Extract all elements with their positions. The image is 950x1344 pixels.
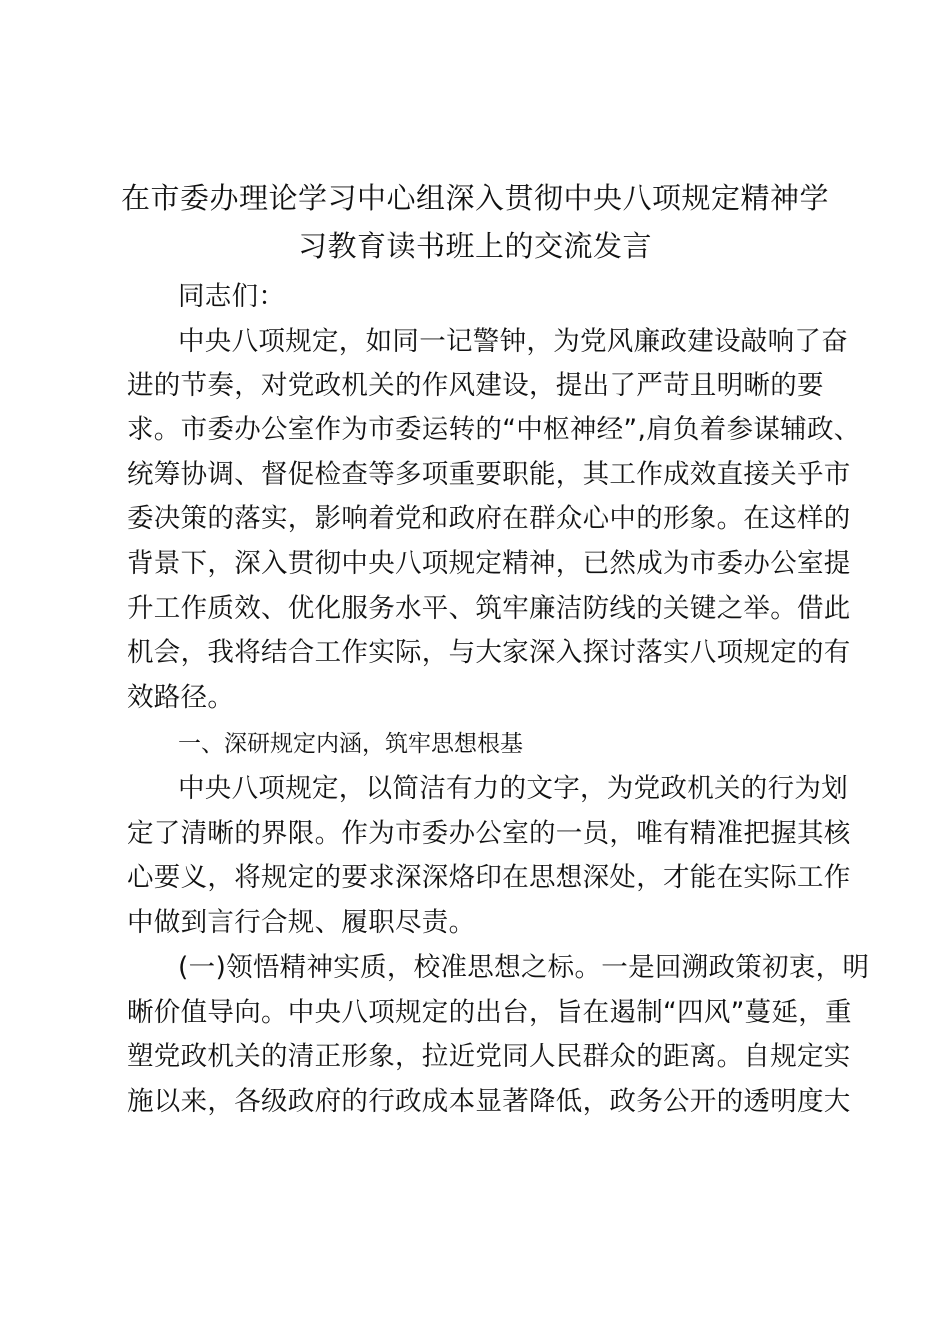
- paragraph-line: 委决策的落实，影响着党和政府在群众心中的形象。在这样的: [127, 503, 851, 534]
- paragraph-line: 定了清晰的界限。作为市委办公室的一员，唯有精准把握其核: [127, 818, 851, 849]
- document-title-line-1: 在市委办理论学习中心组深入贯彻中央八项规定精神学: [120, 181, 829, 215]
- paragraph-line: 施以来，各级政府的行政成本显著降低，政务公开的透明度大: [127, 1086, 851, 1117]
- paragraph-line: 机会，我将结合工作实际，与大家深入探讨落实八项规定的有: [127, 637, 851, 668]
- paragraph-line: 晰价值导向。中央八项规定的出台，旨在遏制“四风”蔓延，重: [127, 997, 852, 1028]
- paragraph-line: 中做到言行合规、履职尽责。: [127, 907, 476, 938]
- paragraph-line: 统筹协调、督促检查等多项重要职能，其工作成效直接关乎市: [127, 459, 851, 490]
- paragraph-line: 效路径。: [127, 682, 235, 713]
- paragraph-line: 心要义，将规定的要求深深烙印在思想深处，才能在实际工作: [127, 862, 851, 893]
- paragraph-line: 进的节奏，对党政机关的作风建设，提出了严苛且明晰的要: [127, 370, 824, 401]
- paragraph-line: 升工作质效、优化服务水平、筑牢廉洁防线的关键之举。借此: [127, 593, 851, 624]
- paragraph-line: 求。市委办公室作为市委运转的“中枢神经”,肩负着参谋辅政、: [127, 414, 861, 445]
- salutation: 同志们：: [178, 281, 286, 312]
- paragraph-line: 中央八项规定，如同一记警钟，为党风廉政建设敲响了奋: [178, 326, 848, 357]
- paragraph-line: 背景下，深入贯彻中央八项规定精神，已然成为市委办公室提: [127, 548, 851, 579]
- document-title-line-2: 习教育读书班上的交流发言: [297, 229, 652, 263]
- paragraph-line: 中央八项规定，以简洁有力的文字，为党政机关的行为划: [178, 773, 848, 804]
- paragraph-line: (一)领悟精神实质，校准思想之标。一是回溯政策初衷，明: [178, 952, 870, 983]
- section-heading: 一、深研规定内涵，筑牢思想根基: [178, 731, 523, 757]
- paragraph-line: 塑党政机关的清正形象，拉近党同人民群众的距离。自规定实: [127, 1041, 851, 1072]
